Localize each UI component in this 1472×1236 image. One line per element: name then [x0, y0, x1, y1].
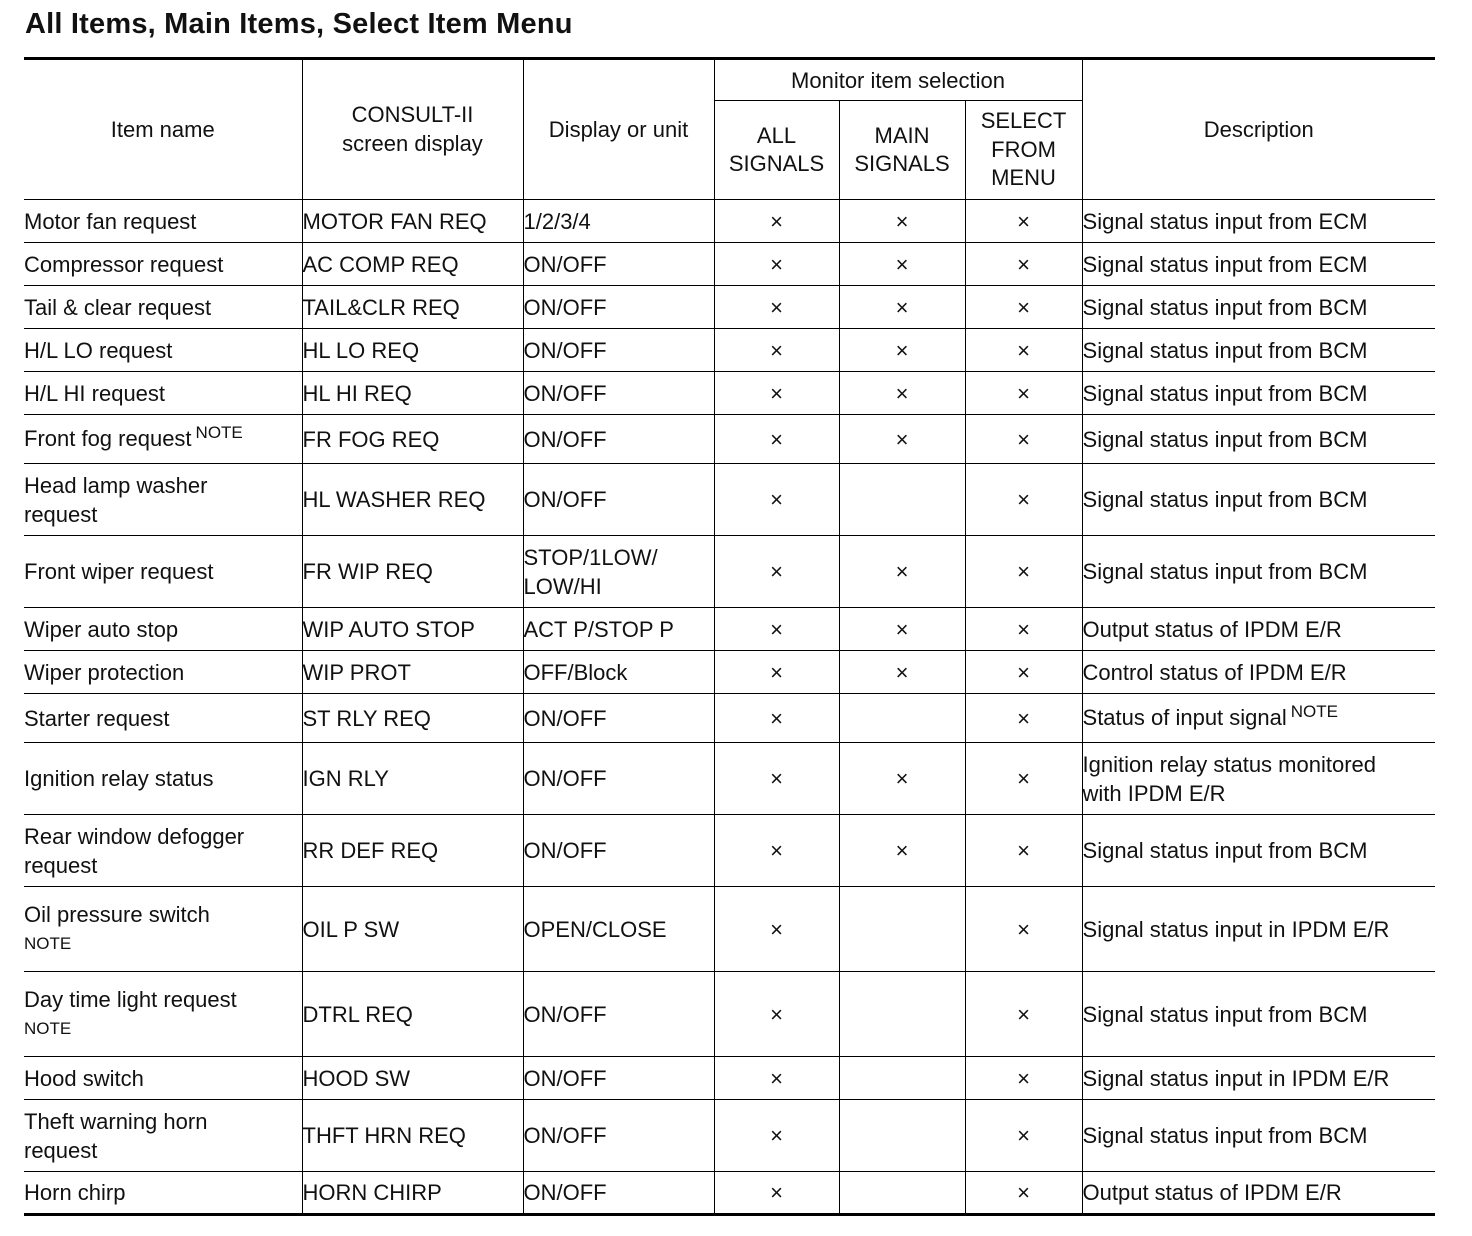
display-unit: ON/OFF [523, 329, 714, 372]
item-name [24, 972, 302, 1057]
description: Signal status input from BCM [1082, 815, 1435, 887]
main-signals-mark: × [839, 372, 965, 415]
main-signals-mark [839, 887, 965, 972]
select-menu-mark: × [965, 243, 1082, 286]
all-signals-mark: × [714, 372, 839, 415]
screen-display: WIP PROT [302, 651, 523, 694]
item-name: Horn chirp [24, 1172, 302, 1215]
all-signals-mark: × [714, 286, 839, 329]
main-signals-mark: × [839, 651, 965, 694]
table-row [24, 1057, 1435, 1100]
header-consult-display [302, 59, 523, 200]
header-consult-line2: screen display [342, 130, 483, 156]
screen-display: HORN CHIRP [302, 1172, 523, 1215]
header-all-signals [714, 101, 839, 200]
main-signals-mark: × [839, 815, 965, 887]
description [1082, 694, 1435, 743]
screen-display: HL HI REQ [302, 372, 523, 415]
table-row [24, 815, 1435, 887]
item-name-line1: Day time light request [24, 987, 237, 1012]
screen-display: WIP AUTO STOP [302, 608, 523, 651]
monitor-item-table [24, 57, 1435, 1216]
description: Signal status input in IPDM E/R [1082, 1057, 1435, 1100]
select-menu-mark: × [965, 972, 1082, 1057]
screen-display: TAIL&CLR REQ [302, 286, 523, 329]
description: Signal status input from ECM [1082, 200, 1435, 243]
all-signals-mark: × [714, 815, 839, 887]
description-line1: Ignition relay status monitored [1082, 751, 1377, 777]
select-menu-mark: × [965, 743, 1082, 815]
select-menu-mark: × [965, 415, 1082, 464]
item-name-text: Front fog request [24, 425, 192, 451]
display-unit: ON/OFF [523, 1057, 714, 1100]
main-signals-mark [839, 1057, 965, 1100]
all-signals-mark: × [714, 694, 839, 743]
item-name-line1: Head lamp washer [24, 472, 208, 498]
table-row [24, 743, 1435, 815]
main-signals-mark [839, 972, 965, 1057]
item-name-line1: Oil pressure switch [24, 902, 210, 927]
description: Signal status input from BCM [1082, 464, 1435, 536]
header-select-line1: SELECT [980, 108, 1067, 134]
table-row [24, 415, 1435, 464]
main-signals-mark [839, 1100, 965, 1172]
description: Signal status input from BCM [1082, 536, 1435, 608]
display-unit: ON/OFF [523, 415, 714, 464]
main-signals-mark: × [839, 329, 965, 372]
screen-display: HL WASHER REQ [302, 464, 523, 536]
item-name: Tail & clear request [24, 286, 302, 329]
item-name-line1: Theft warning horn [24, 1108, 208, 1134]
item-name: Wiper protection [24, 651, 302, 694]
description: Signal status input from BCM [1082, 1100, 1435, 1172]
screen-display: FR FOG REQ [302, 415, 523, 464]
all-signals-mark: × [714, 1057, 839, 1100]
page-title: All Items, Main Items, Select Item Menu [25, 8, 573, 40]
table-row [24, 243, 1435, 286]
header-item-name: Item name [24, 59, 302, 200]
select-menu-mark: × [965, 1172, 1082, 1215]
item-name: Ignition relay status [24, 743, 302, 815]
screen-display: OIL P SW [302, 887, 523, 972]
table-row [24, 372, 1435, 415]
display-unit: ON/OFF [523, 464, 714, 536]
display-unit-line1: STOP/1LOW/ [523, 544, 658, 570]
display-unit: ON/OFF [523, 972, 714, 1057]
select-menu-mark: × [965, 694, 1082, 743]
select-menu-mark: × [965, 372, 1082, 415]
all-signals-mark: × [714, 887, 839, 972]
screen-display: THFT HRN REQ [302, 1100, 523, 1172]
display-unit: ON/OFF [523, 286, 714, 329]
header-main-line1: MAIN [874, 122, 930, 148]
table-row [24, 286, 1435, 329]
description: Output status of IPDM E/R [1082, 608, 1435, 651]
all-signals-mark: × [714, 1100, 839, 1172]
all-signals-mark: × [714, 972, 839, 1057]
item-name-line2: request [24, 852, 98, 878]
screen-display: FR WIP REQ [302, 536, 523, 608]
main-signals-mark: × [839, 608, 965, 651]
display-unit: 1/2/3/4 [523, 200, 714, 243]
table-row [24, 200, 1435, 243]
description: Signal status input in IPDM E/R [1082, 887, 1435, 972]
item-name: Front wiper request [24, 536, 302, 608]
select-menu-mark: × [965, 1100, 1082, 1172]
header-description: Description [1082, 59, 1435, 200]
all-signals-mark: × [714, 464, 839, 536]
table-row [24, 464, 1435, 536]
all-signals-mark: × [714, 608, 839, 651]
header-main-line2: SIGNALS [854, 151, 950, 176]
main-signals-mark: × [839, 200, 965, 243]
select-menu-mark: × [965, 608, 1082, 651]
table-row [24, 887, 1435, 972]
screen-display: RR DEF REQ [302, 815, 523, 887]
note-reference: NOTE [24, 1019, 72, 1038]
select-menu-mark: × [965, 200, 1082, 243]
note-reference: NOTE [24, 934, 72, 953]
display-unit [523, 536, 714, 608]
item-name: Hood switch [24, 1057, 302, 1100]
display-unit: ON/OFF [523, 815, 714, 887]
select-menu-mark: × [965, 887, 1082, 972]
display-unit: ACT P/STOP P [523, 608, 714, 651]
screen-display: HL LO REQ [302, 329, 523, 372]
all-signals-mark: × [714, 536, 839, 608]
display-unit: ON/OFF [523, 372, 714, 415]
main-signals-mark [839, 694, 965, 743]
main-signals-mark [839, 1172, 965, 1215]
item-name: Starter request [24, 694, 302, 743]
screen-display: IGN RLY [302, 743, 523, 815]
header-monitor-selection: Monitor item selection [714, 59, 1082, 101]
item-name: Wiper auto stop [24, 608, 302, 651]
header-all-line1: ALL [756, 122, 797, 148]
description: Signal status input from BCM [1082, 972, 1435, 1057]
header-row [24, 59, 1435, 101]
note-reference: NOTE [1290, 701, 1338, 721]
select-menu-mark: × [965, 329, 1082, 372]
table-row [24, 651, 1435, 694]
description: Signal status input from ECM [1082, 243, 1435, 286]
table-row [24, 972, 1435, 1057]
description: Signal status input from BCM [1082, 372, 1435, 415]
all-signals-mark: × [714, 200, 839, 243]
screen-display: HOOD SW [302, 1057, 523, 1100]
main-signals-mark: × [839, 536, 965, 608]
table-row [24, 1100, 1435, 1172]
table-row [24, 536, 1435, 608]
main-signals-mark: × [839, 243, 965, 286]
main-signals-mark: × [839, 415, 965, 464]
select-menu-mark: × [965, 286, 1082, 329]
header-select-line2: FROM [991, 136, 1056, 162]
description: Signal status input from BCM [1082, 286, 1435, 329]
display-unit-line2: LOW/HI [523, 573, 602, 599]
description-text: Status of input signal [1082, 704, 1287, 730]
main-signals-mark: × [839, 286, 965, 329]
display-unit: OPEN/CLOSE [523, 887, 714, 972]
display-unit: OFF/Block [523, 651, 714, 694]
table-row [24, 329, 1435, 372]
item-name [24, 887, 302, 972]
screen-display: AC COMP REQ [302, 243, 523, 286]
all-signals-mark: × [714, 743, 839, 815]
item-name: H/L HI request [24, 372, 302, 415]
main-signals-mark: × [839, 743, 965, 815]
item-name: Compressor request [24, 243, 302, 286]
select-menu-mark: × [965, 464, 1082, 536]
description [1082, 743, 1435, 815]
all-signals-mark: × [714, 651, 839, 694]
screen-display: DTRL REQ [302, 972, 523, 1057]
description: Control status of IPDM E/R [1082, 651, 1435, 694]
main-signals-mark [839, 464, 965, 536]
table-row [24, 1172, 1435, 1215]
header-select-line3: MENU [991, 165, 1056, 191]
header-all-line2: SIGNALS [728, 151, 825, 176]
select-menu-mark: × [965, 1057, 1082, 1100]
table-row [24, 608, 1435, 651]
table-row [24, 694, 1435, 743]
screen-display: ST RLY REQ [302, 694, 523, 743]
item-name [24, 1100, 302, 1172]
all-signals-mark: × [714, 415, 839, 464]
display-unit: ON/OFF [523, 1100, 714, 1172]
item-name-line2: request [24, 1137, 98, 1163]
description: Output status of IPDM E/R [1082, 1172, 1435, 1215]
item-name-line2: request [24, 501, 98, 527]
item-name [24, 415, 302, 464]
item-name [24, 815, 302, 887]
display-unit: ON/OFF [523, 243, 714, 286]
header-select-from-menu [965, 101, 1082, 200]
description: Signal status input from BCM [1082, 329, 1435, 372]
display-unit: ON/OFF [523, 694, 714, 743]
description-line2: with IPDM E/R [1082, 780, 1226, 806]
screen-display: MOTOR FAN REQ [302, 200, 523, 243]
display-unit: ON/OFF [523, 743, 714, 815]
item-name-line1: Rear window defogger [24, 823, 245, 849]
header-consult-line1: CONSULT-II [351, 102, 474, 127]
select-menu-mark: × [965, 651, 1082, 694]
item-name [24, 464, 302, 536]
all-signals-mark: × [714, 1172, 839, 1215]
description: Signal status input from BCM [1082, 415, 1435, 464]
select-menu-mark: × [965, 815, 1082, 887]
all-signals-mark: × [714, 243, 839, 286]
header-display-unit: Display or unit [523, 59, 714, 200]
header-main-signals [839, 101, 965, 200]
item-name: H/L LO request [24, 329, 302, 372]
item-name: Motor fan request [24, 200, 302, 243]
all-signals-mark: × [714, 329, 839, 372]
display-unit: ON/OFF [523, 1172, 714, 1215]
note-reference: NOTE [195, 422, 243, 442]
select-menu-mark: × [965, 536, 1082, 608]
